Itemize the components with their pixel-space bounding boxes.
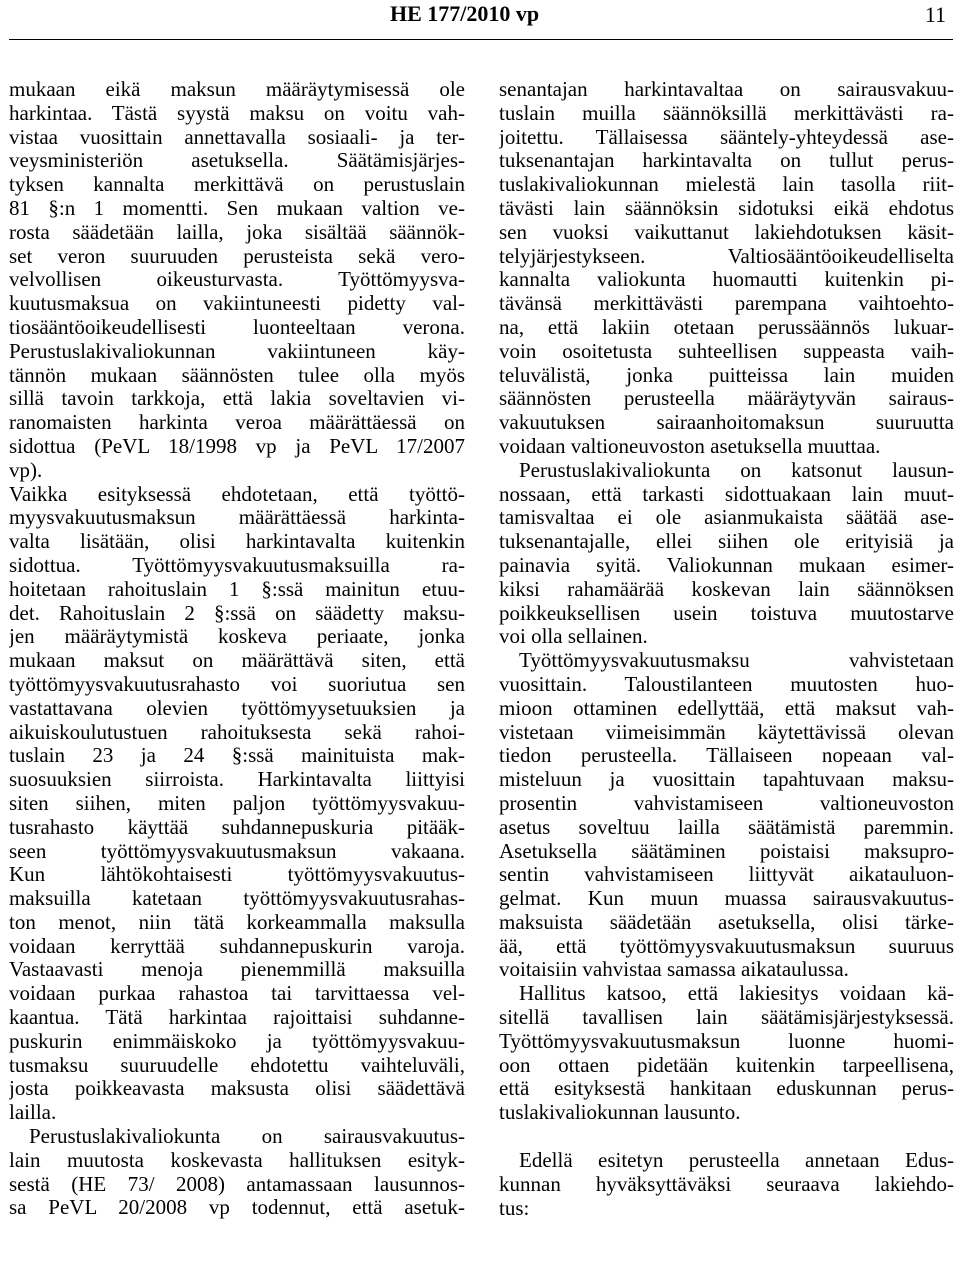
text-line: gelmat. Kun muun muassa sairausvakuutus-	[499, 887, 954, 911]
text-line: teluvälistä, jonka puitteissa lain muiden	[499, 363, 954, 387]
text-line: mioon ottaminen edellyttää, että maksut vah-	[499, 696, 954, 720]
text-line: tuslakivaliokunnan lausunto.	[499, 1101, 741, 1125]
text-line: tävästi lain säännöksin sidotuksi eikä ehdotus	[499, 196, 954, 220]
text-line: Perustuslakivaliokunta on katsonut lausun-	[519, 458, 954, 482]
text-line: tyksen kannalta merkittävä on perustuslain	[9, 173, 465, 197]
text-line: painavia syitä. Valiokunnan mukaan esimer-	[499, 553, 954, 577]
header-divider	[9, 39, 953, 40]
text-line: 81 §:n 1 momentti. Sen mukaan valtion ve-	[9, 196, 465, 220]
text-line: myysvakuutusmaksun määrättäessä harkinta-	[9, 506, 465, 530]
text-line: voi olla sellainen.	[499, 625, 648, 649]
text-line: sidottua. Työttömyysvakuutusmaksuilla ra-	[9, 553, 465, 577]
text-line: prosentin vahvistamiseen valtioneuvoston	[499, 791, 954, 815]
text-line: na, että lakiin otetaan perussäännös lukuar-	[499, 315, 954, 339]
text-line: sidottua (PeVL 18/1998 vp ja PeVL 17/2007	[9, 434, 465, 458]
text-line: että esityksestä hankitaan eduskunnan perus-	[499, 1077, 954, 1101]
text-line: misteluun ja vuosittain tapahtuvaan maksu-	[499, 768, 954, 792]
text-line: kunnan hyväksyttäväksi seuraava lakiehdo-	[499, 1172, 954, 1196]
text-line: Perustuslakivaliokunnan vakiintuneen käy-	[9, 339, 465, 363]
text-line: tävänsä merkittävästi parempana vaihtoehto-	[499, 292, 954, 316]
text-line: säännösten perusteella määräytyvän sairaus-	[499, 387, 954, 411]
text-line: Hallitus katsoo, että lakiesitys voidaan kä-	[519, 982, 954, 1006]
text-line: voin osoitetusta suhteellisen suppeasta vaih-	[499, 339, 954, 363]
text-line: tuslakivaliokunnan mielestä lain tasolla riit-	[499, 173, 954, 197]
text-line: jen määräytymistä koskeva periaate, jonka	[9, 625, 465, 649]
document-title: HE 177/2010 vp	[390, 1, 540, 26]
text-line: Asetuksella säätäminen poistaisi maksupro-	[499, 839, 954, 863]
text-line: seen työttömyysvakuutusmaksun vakaana.	[9, 839, 465, 863]
text-line: maksuista säädetään asetuksella, olisi tärke-	[499, 910, 954, 934]
text-line: työttömyysvakuutusrahasto voi suoriutua sen	[9, 672, 465, 696]
text-line: oon ottaen pidetään kuitenkin tarpeellisena,	[499, 1053, 954, 1077]
text-line: tuslain muilla säännöksillä merkittävästi ra-	[499, 101, 954, 125]
text-line: mukaan eikä maksun määräytymisessä ole	[9, 78, 465, 101]
text-line: suosuuksien siirroista. Harkintavalta liittyisi	[9, 768, 465, 792]
text-line: asetus soveltuu lailla säätämistä paremmin.	[499, 815, 954, 839]
text-line: puskurin enimmäiskoko ja työttömyysvakuu-	[9, 1029, 465, 1053]
text-line: veysministeriön asetuksella. Säätämisjärjes-	[9, 149, 465, 173]
text-line: Vaikka esityksessä ehdotetaan, että työttö-	[9, 482, 465, 506]
text-line: vp).	[9, 458, 43, 482]
text-line: tus:	[499, 1196, 530, 1220]
text-line: sillä tavoin tarkkoja, että lakia soveltavien vi-	[9, 387, 465, 411]
text-line: kannalta valiokunta huomautti kuitenkin pi-	[499, 268, 954, 292]
text-line: tuksenantajalle, ellei siihen ole erityisiä ja	[499, 530, 954, 554]
text-line: maksuilla katetaan työttömyysvakuutusrahas-	[9, 887, 465, 911]
text-line: set veron suuruuden perusteista sekä vero-	[9, 244, 465, 268]
text-line: hoitetaan rahoituslain 1 §:ssä mainitun etuu-	[9, 577, 465, 601]
text-line: voitaisiin vahvistaa samassa aikataulussa.	[499, 958, 849, 982]
text-line: Vastaavasti menoja pienemmillä maksuilla	[9, 958, 465, 982]
text-line: tamisvaltaa ei ole asianmukaista säätää ase-	[499, 506, 954, 530]
text-line: kuutusmaksua on vakiintuneesti pidetty val-	[9, 292, 465, 316]
text-line: tännön mukaan säännösten tulee olla myös	[9, 363, 465, 387]
text-line: ton menot, niin tätä korkeammalla maksulla	[9, 910, 465, 934]
text-line: ää, että työttömyysvakuutusmaksun suuruus	[499, 934, 954, 958]
text-line: voidaan kerryttää suhdannepuskurin varoja.	[9, 934, 465, 958]
text-line: rosta säädetään lailla, joka sisältää säännök-	[9, 220, 465, 244]
text-line: Edellä esitetyn perusteella annetaan Edus-	[519, 1149, 954, 1173]
text-line: sestä (HE 73/ 2008) antamassaan lausunnos-	[9, 1172, 465, 1196]
text-line: det. Rahoituslain 2 §:ssä on säädetty maksu-	[9, 601, 465, 625]
text-line: tuksenantajan harkintavalta on tullut perus-	[499, 149, 954, 173]
text-line: vuosittain. Taloustilanteen muutosten huo-	[499, 672, 954, 696]
text-line: voidaan valtioneuvoston asetuksella muuttaa.	[499, 434, 881, 458]
text-line: Työttömyysvakuutusmaksun luonne huomi-	[499, 1029, 954, 1053]
text-line: telyjärjestykseen. Valtiosääntöoikeudelliselta	[499, 244, 954, 268]
text-line: ranomaisten harkinta veroa määrättäessä on	[9, 411, 465, 435]
right-column	[499, 78, 954, 1220]
text-line: tiedon perusteella. Tällaiseen nopeaan val-	[499, 744, 954, 768]
left-column	[9, 78, 465, 1220]
text-line: joitettu. Tällaisessa sääntely-yhteydessä ase-	[499, 125, 954, 149]
text-line: tusrahasto käyttää suhdannepuskuria pitääk-	[9, 815, 465, 839]
text-line: lain muutosta koskevasta hallituksen esityk-	[9, 1148, 465, 1172]
text-line: senantajan harkintavaltaa on sairausvakuu-	[499, 78, 954, 101]
paragraph-spacer	[499, 1125, 954, 1149]
text-line: Kun lähtökohtaisesti työttömyysvakuutus-	[9, 863, 465, 887]
text-line: voidaan purkaa rahastoa tai tarvittaessa vel-	[9, 982, 465, 1006]
text-line: valta lisätään, olisi harkintavalta kuitenkin	[9, 530, 465, 554]
text-line: vistaa vuosittain annettavalla sosiaali- ja ter-	[9, 125, 465, 149]
text-line: sa PeVL 20/2008 vp todennut, että asetuk-	[9, 1196, 465, 1220]
text-line: sentin vahvistamiseen liittyvät aikatauluon-	[499, 863, 954, 887]
text-line: harkintaa. Tästä syystä maksu on voitu vah-	[9, 101, 465, 125]
text-line: tiosääntöoikeudellisesti luonteeltaan verona.	[9, 315, 465, 339]
text-line: vakuutuksen sairaanhoitomaksun suuruutta	[499, 411, 954, 435]
text-line: kiksi rahamäärää koskevan lain säännöksen	[499, 577, 954, 601]
text-line: tuslain 23 ja 24 §:ssä mainituista mak-	[9, 744, 465, 768]
text-line: siten siihen, miten paljon työttömyysvakuu-	[9, 791, 465, 815]
text-line: sen vuoksi vaikuttanut lakiehdotuksen käsit-	[499, 220, 954, 244]
text-line: mukaan maksut on määrättävä siten, että	[9, 649, 465, 673]
text-line: Perustuslakivaliokunta on sairausvakuutus-	[29, 1125, 465, 1149]
text-line: nossaan, että tarkasti sidottuakaan lain muut-	[499, 482, 954, 506]
text-line: vistetaan viimeisimmän käytettävissä olevan	[499, 720, 954, 744]
text-line: josta poikkeavasta maksusta olisi säädettävä	[9, 1077, 465, 1101]
page-header	[0, 0, 960, 40]
text-line: poikkeuksellisen usein toistuva muutostarve	[499, 601, 954, 625]
text-line: Työttömyysvakuutusmaksu vahvistetaan	[519, 649, 954, 673]
text-line: lailla.	[9, 1101, 57, 1125]
text-line: tusmaksu suuruudelle ehdotettu vaihteluväli,	[9, 1053, 465, 1077]
text-line: vastattavana olevien työttömyysetuuksien ja	[9, 696, 465, 720]
text-line: kaantua. Tätä harkintaa rajoittaisi suhdanne-	[9, 1006, 465, 1030]
text-line: sitellä tavallisen lain säätämisjärjestyksessä.	[499, 1006, 954, 1030]
page-number: 11	[924, 2, 946, 27]
text-line: velvollisen oikeusturvasta. Työttömyysva-	[9, 268, 465, 292]
text-line: aikuiskoulutustuen rahoituksesta sekä rahoi-	[9, 720, 465, 744]
